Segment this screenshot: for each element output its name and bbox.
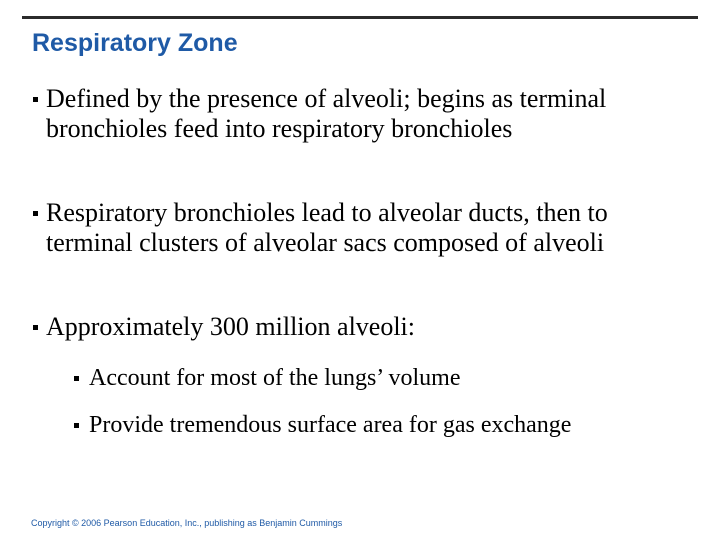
copyright-footer: Copyright © 2006 Pearson Education, Inc., publishing as Benjamin Cummings (31, 518, 343, 528)
bullet-item (46, 84, 686, 144)
sub-bullet-item (89, 410, 699, 440)
bullet-item (46, 198, 686, 258)
sub-bullet-text: Account for most of the lungs’ volume (89, 365, 461, 391)
bullet-square-icon (74, 376, 79, 381)
bullet-text: Defined by the presence of alveoli; begins as terminal bronchioles feed into respiratory bronchioles (46, 84, 607, 143)
slide-title: Respiratory Zone (32, 29, 238, 57)
bullet-square-icon (74, 423, 79, 428)
bullet-text: Respiratory bronchioles lead to alveolar ducts, then to terminal clusters of alveolar sacs composed of alveoli (46, 198, 608, 257)
sub-bullet-item (89, 363, 699, 393)
sub-bullet-text: Provide tremendous surface area for gas exchange (89, 412, 572, 438)
bullet-square-icon (33, 211, 38, 216)
bullet-item (46, 312, 686, 342)
bullet-square-icon (33, 97, 38, 102)
bullet-text: Approximately 300 million alveoli: (46, 312, 416, 341)
top-rule (22, 16, 698, 19)
bullet-square-icon (33, 325, 38, 330)
